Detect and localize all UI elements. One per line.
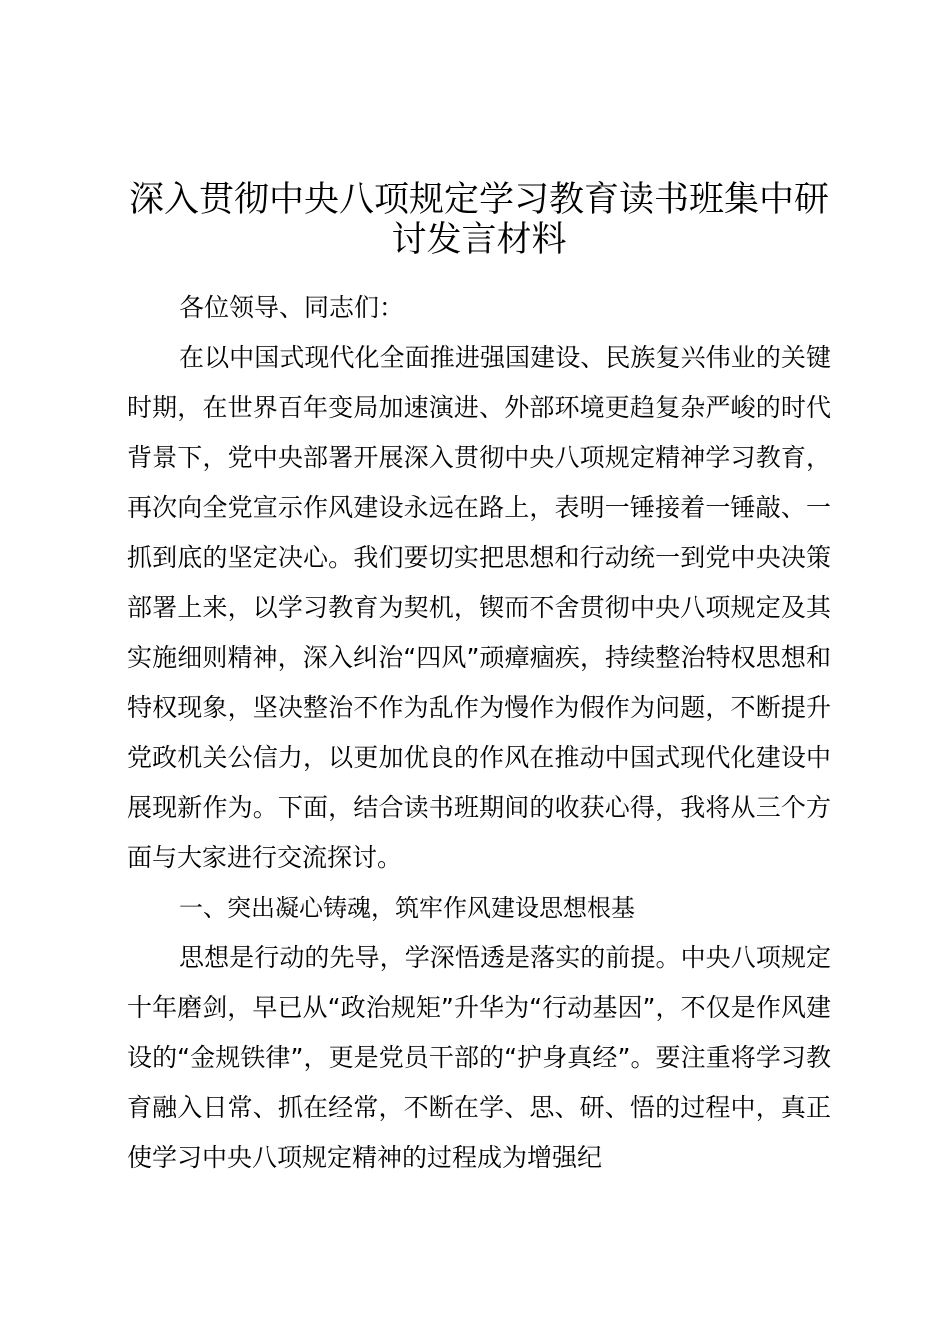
- section-heading: 一、突出凝心铸魂，筑牢作风建设思想根基: [179, 894, 635, 922]
- document-title: 深入贯彻中央八项规定学习教育读书班集中研讨发言材料: [128, 180, 829, 260]
- intro-paragraph: 在以中国式现代化全面推进强国建设、民族复兴伟业的关键时期，在世界百年变局加速演进、外部环境更趋复杂严峻的时代背景下，党中央部署开展深入贯彻中央八项规定精神学习教育，再次向全党宣示作风建设永远在路上，表明一锤接着一锤敲、一抓到底的坚定决心。我们要切实把思想和行动统一到党中央决策部署上来，以学习教育为契机，锲而不舍贯彻中央八项规定及其实施细则精神，深入纠治“四风”顽瘴痼疾，持续整治特权思想和特权现象，坚决整治不作为乱作为慢作为假作为问题，不断提升党政机关公信力，以更加优良的作风在推动中国式现代化建设中展现新作为。下面，结合读书班期间的收获心得，我将从三个方面与大家进行交流探讨。: [127, 343, 831, 872]
- section-paragraph: 思想是行动的先导，学深悟透是落实的前提。中央八项规定十年磨剑，早已从“政治规矩”升华为“行动基因”，不仅是作风建设的“金规铁律”，更是党员干部的“护身真经”。要注重将学习教育融入日常、抓在经常，不断在学、思、研、悟的过程中，真正使学习中央八项规定精神的过程成为增强纪: [127, 943, 831, 1172]
- salutation: 各位领导、同志们：: [179, 293, 405, 322]
- document-page: [127, 180, 831, 1183]
